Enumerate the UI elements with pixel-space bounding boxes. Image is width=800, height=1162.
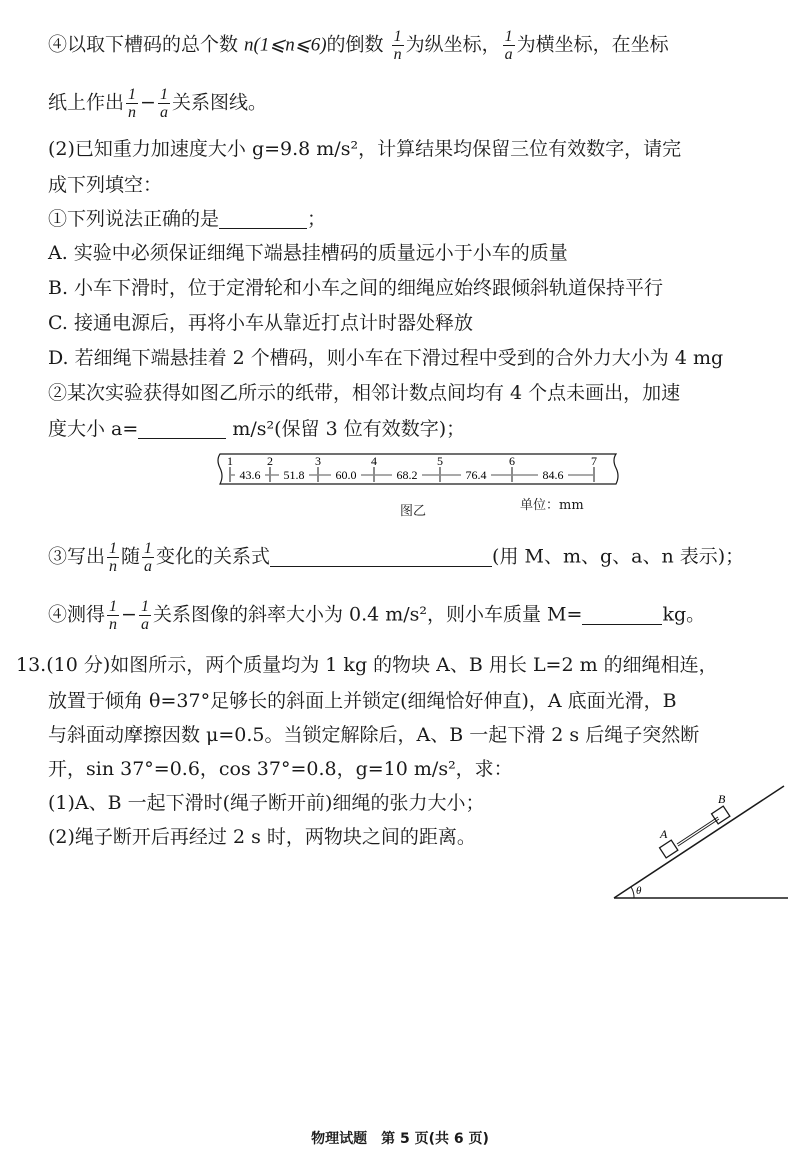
- tape-point-label: 4: [371, 454, 377, 468]
- fraction-1-over-a: $\frac{1}{a}$: [140, 598, 149, 633]
- answer-blank[interactable]: [270, 546, 492, 567]
- fraction-1-over-n: $\frac{1}{n}$: [109, 540, 118, 575]
- tape-point-label: 7: [591, 454, 597, 468]
- tape-segment-length: 60.0: [335, 468, 357, 482]
- question-2-line1: ②某次实验获得如图乙所示的纸带，相邻计数点间均有 4 个点未画出，加速: [48, 382, 681, 404]
- option-b: B. 小车下滑时，位于定滑轮和小车之间的细绳应始终跟倾斜轨道保持平行: [48, 277, 664, 299]
- answer-blank[interactable]: [219, 208, 307, 229]
- option-a: A. 实验中必须保证细绳下端悬挂槽码的质量远小于小车的质量: [48, 242, 568, 264]
- label-b: B: [718, 792, 726, 806]
- incline-figure: [608, 780, 798, 905]
- problem-13-sub1: (1)A、B 一起下滑时(绳子断开前)细绳的张力大小；: [48, 792, 485, 814]
- item4-line1: ④以取下槽码的总个数 n(1⩽n⩽6)的倒数 $\frac{1}{n}$ 为纵坐标， $\frac{1}{a}$ 为横坐标，在坐标: [48, 28, 669, 63]
- fraction-1-over-a: $\frac{1}{a}$: [504, 28, 513, 63]
- tape-segment-length: 84.6: [542, 468, 564, 482]
- problem-13-line3: 与斜面动摩擦因数 μ=0.5。当锁定解除后，A、B 一起下滑 2 s 后绳子突然断: [48, 724, 700, 746]
- fraction-1-over-n: $\frac{1}{n}$: [128, 86, 137, 121]
- angle-arc: [631, 887, 634, 898]
- question-4: ④测得 $\frac{1}{n}$ − $\frac{1}{a}$ 关系图像的斜率大小为 0.4 m/s²，则小车质量 M= kg。: [48, 598, 706, 633]
- option-d: D. 若细绳下端悬挂着 2 个槽码，则小车在下滑过程中受到的合外力大小为 4 mg: [48, 347, 724, 369]
- tape-point-label: 5: [437, 454, 443, 468]
- tape-unit: 单位：mm: [520, 498, 584, 513]
- block-a: [660, 840, 678, 858]
- answer-blank[interactable]: [138, 418, 226, 439]
- fraction-1-over-a: $\frac{1}{a}$: [144, 540, 153, 575]
- tape-segment-length: 68.2: [396, 468, 418, 482]
- rope: [677, 817, 718, 844]
- problem-13-sub2: (2)绳子断开后再经过 2 s 时，两物块之间的距离。: [48, 826, 476, 848]
- incline-line: [614, 786, 784, 898]
- tape-point-label: 2: [267, 454, 273, 468]
- label-a: A: [660, 827, 668, 841]
- question-2-line2: 度大小 a= m/s²(保留 3 位有效数字)；: [48, 418, 466, 440]
- question-3: ③写出 $\frac{1}{n}$ 随 $\frac{1}{a}$ 变化的关系式 (用 M、m、g、a、n 表示)；: [48, 540, 745, 575]
- part2-line1: (2)已知重力加速度大小 g=9.8 m/s²，计算结果均保留三位有效数字，请完: [48, 138, 682, 160]
- answer-blank[interactable]: [582, 604, 662, 625]
- question-1: ①下列说法正确的是 ；: [48, 208, 327, 230]
- page-footer: 物理试题 第 5 页(共 6 页): [311, 1131, 489, 1147]
- fraction-1-over-a: $\frac{1}{a}$: [159, 86, 168, 121]
- part2-line2: 成下列填空：: [48, 174, 163, 196]
- block-b: [712, 806, 730, 824]
- fraction-1-over-n: $\frac{1}{n}$: [393, 28, 402, 63]
- tape-point-label: 3: [315, 454, 321, 468]
- problem-13-line4: 开，sin 37°=0.6，cos 37°=0.8，g=10 m/s²，求：: [48, 758, 513, 780]
- option-c: C. 接通电源后，再将小车从靠近打点计时器处释放: [48, 312, 473, 334]
- theta-label: θ: [636, 885, 642, 897]
- tape-point-label: 1: [227, 454, 233, 468]
- tape-segment-length: 76.4: [465, 468, 487, 482]
- problem-13-line2: 放置于倾角 θ=37°足够长的斜面上并锁定(细绳恰好伸直)，A 底面光滑，B: [48, 690, 677, 712]
- figure-caption: 图乙: [400, 504, 427, 519]
- problem-13-line1: 13.(10 分)如图所示，两个质量均为 1 kg 的物块 A、B 用长 L=2 m 的细绳相连，: [16, 654, 718, 676]
- item4-line2: 纸上作出 $\frac{1}{n}$ − $\frac{1}{a}$ 关系图线。: [48, 86, 267, 121]
- tape-segment-length: 51.8: [283, 468, 305, 482]
- fraction-1-over-n: $\frac{1}{n}$: [109, 598, 118, 633]
- tape-segment-length: 43.6: [239, 468, 261, 482]
- tape-point-label: 6: [509, 454, 515, 468]
